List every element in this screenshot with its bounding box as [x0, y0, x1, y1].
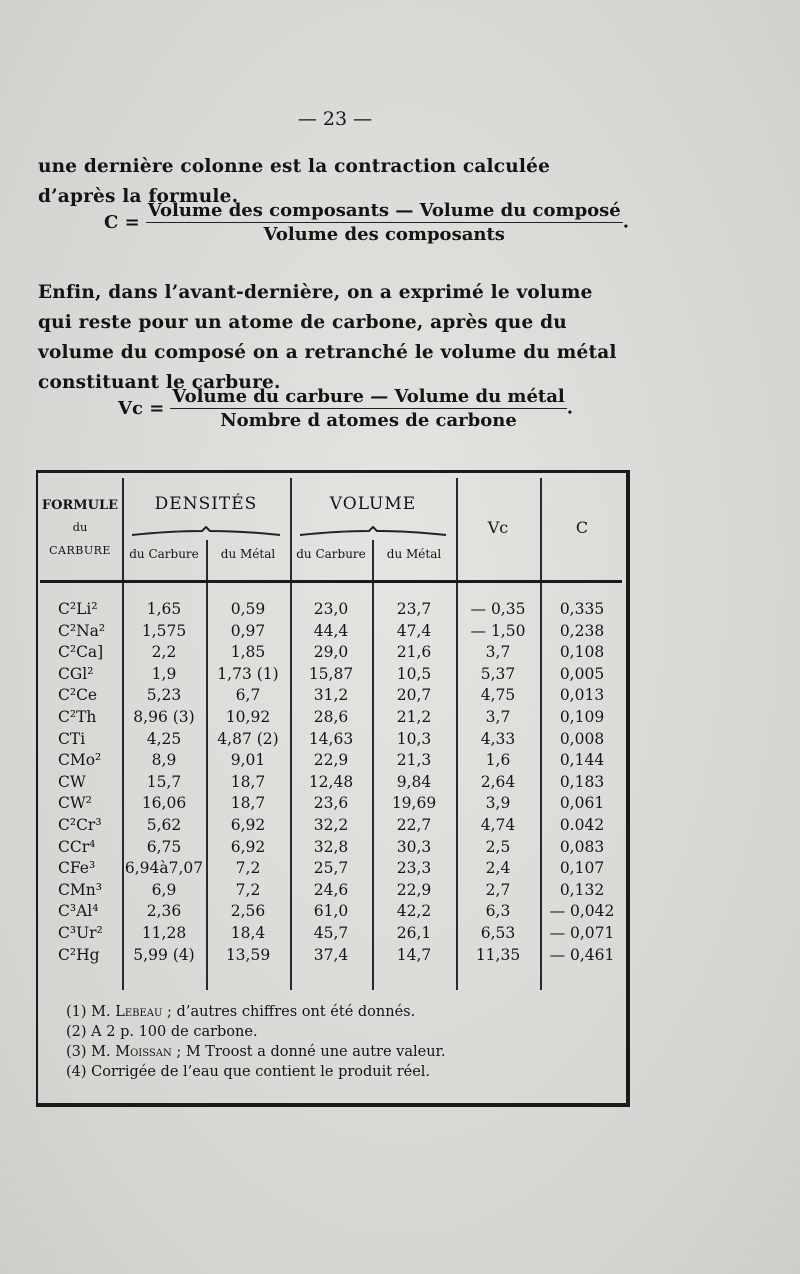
header-volume-metal: du Métal	[386, 547, 442, 561]
cell-volume-metal: 10,3	[396, 729, 432, 748]
cell-volume-carbure: 12,48	[308, 772, 354, 791]
cell-vc: 1,6	[485, 751, 511, 770]
paragraph-2: Enfin, dans l’avant-dernière, on a exprimé le volume qui reste pour un atome de carbone, après que du volume du composé on a retranché le volume du métal constituant le carbure.	[38, 282, 617, 393]
header-volume-carbure: du Carbure	[296, 547, 366, 561]
cell-volume-metal: 19,69	[391, 794, 437, 813]
header-formule: FORMULE	[41, 498, 119, 513]
cell-c: 0,109	[559, 708, 605, 726]
header-vc: Vc	[487, 518, 509, 537]
cell-densite-carbure: 1,575	[141, 621, 187, 640]
cell-volume-carbure: 32,2	[313, 816, 349, 834]
formula-denominator: Nombre d atomes de carbone	[220, 410, 517, 431]
cell-volume-metal: 22,7	[396, 816, 432, 834]
cell-densite-carbure: 11,28	[141, 924, 187, 942]
cell-volume-metal: 20,7	[396, 686, 432, 705]
cell-vc: 6,53	[480, 924, 516, 942]
cell-volume-metal: 30,3	[396, 837, 432, 856]
cell-formule: C²Na²	[58, 621, 106, 640]
cell-formule: CCr⁴	[58, 837, 96, 856]
cell-c: 0,013	[559, 686, 605, 705]
cell-c: 0,144	[559, 751, 605, 770]
cell-densite-carbure: 16,06	[141, 794, 187, 813]
cell-densite-carbure: 5,23	[146, 686, 182, 705]
cell-densite-metal: 6,92	[230, 816, 266, 834]
cell-densite-carbure: 15,7	[146, 772, 182, 791]
cell-volume-metal: 21,3	[396, 751, 432, 770]
footnote: (1) M. Lebeau ; d’autres chiffres ont été donnés.	[66, 1004, 416, 1020]
header-c: C	[575, 518, 589, 537]
cell-volume-carbure: 32,8	[313, 837, 349, 856]
cell-formule: C²Ca]	[58, 643, 104, 662]
cell-densite-metal: 1,73 (1)	[217, 664, 279, 683]
cell-vc: 4,74	[480, 816, 516, 834]
cell-vc: 4,33	[480, 729, 516, 748]
cell-formule: CMn³	[58, 880, 102, 899]
cell-volume-carbure: 44,4	[313, 621, 349, 640]
formula-contraction	[104, 200, 629, 245]
cell-densite-carbure: 1,65	[146, 600, 182, 618]
cell-volume-carbure: 25,7	[313, 859, 349, 878]
formula-numerator: Volume des composants — Volume du composé	[147, 200, 621, 221]
cell-densite-metal: 0,59	[230, 600, 266, 618]
cell-c: 0,132	[559, 880, 605, 899]
cell-densite-carbure: 4,25	[146, 729, 182, 748]
cell-formule: CW	[58, 772, 86, 791]
formula-lhs: C =	[104, 212, 140, 233]
header-densite-metal: du Métal	[220, 547, 276, 561]
cell-vc: 2,5	[485, 837, 511, 856]
cell-c: 0,335	[559, 600, 605, 618]
cell-volume-metal: 9,84	[396, 772, 432, 791]
cell-densite-metal: 0,97	[230, 621, 266, 640]
cell-densite-metal: 1,85	[230, 643, 266, 662]
cell-formule: C²Ce	[58, 686, 98, 705]
header-du: du	[72, 520, 88, 534]
cell-c: 0,108	[559, 643, 605, 662]
cell-vc: 3,7	[485, 643, 511, 662]
header-densites: DENSITÉS	[154, 494, 258, 514]
cell-c: — 0,042	[549, 902, 615, 921]
cell-volume-metal: 22,9	[396, 880, 432, 899]
cell-c: — 0,071	[549, 924, 615, 942]
footnotes	[66, 1002, 446, 1082]
cell-volume-metal: 26,1	[396, 924, 432, 942]
footnote: (4) Corrigée de l’eau que contient le produit réel.	[66, 1064, 431, 1080]
formula-lhs: Vc =	[118, 398, 165, 419]
cell-densite-carbure: 8,96 (3)	[133, 708, 195, 726]
formula-end: .	[622, 211, 630, 233]
cell-vc: — 1,50	[470, 621, 526, 640]
cell-vc: 5,37	[480, 664, 516, 683]
cell-densite-metal: 7,2	[235, 880, 261, 899]
cell-densite-carbure: 2,36	[146, 902, 182, 921]
cell-densite-carbure: 6,94à7,07	[124, 859, 204, 878]
brace-volume	[298, 526, 448, 538]
cell-formule: C²Li²	[58, 600, 98, 618]
cell-volume-metal: 21,2	[396, 708, 432, 726]
cell-c: — 0,461	[549, 945, 615, 964]
cell-densite-metal: 2,56	[230, 902, 266, 921]
cell-vc: — 0,35	[470, 600, 526, 618]
cell-formule: CTi	[58, 729, 86, 748]
cell-vc: 3,9	[485, 794, 511, 813]
brace-densites	[130, 526, 282, 538]
cell-volume-metal: 23,7	[396, 600, 432, 618]
cell-vc: 2,4	[485, 859, 511, 878]
cell-volume-carbure: 37,4	[313, 945, 349, 964]
cell-volume-carbure: 29,0	[313, 643, 349, 662]
cell-densite-carbure: 8,9	[151, 751, 177, 770]
cell-c: 0.042	[559, 816, 605, 834]
cell-densite-carbure: 5,62	[146, 816, 182, 834]
cell-vc: 3,7	[485, 708, 511, 726]
cell-formule: CGl²	[58, 664, 94, 683]
formula-end: .	[566, 397, 574, 419]
cell-formule: CW²	[58, 794, 93, 813]
cell-formule: CFe³	[58, 859, 96, 878]
page-number: — 23 —	[297, 108, 373, 130]
cell-formule: C²Cr³	[58, 816, 102, 834]
header-rule	[40, 580, 622, 583]
cell-c: 0,005	[559, 664, 605, 683]
header-carbure: CARBURE	[49, 544, 111, 557]
cell-densite-metal: 18,7	[230, 794, 266, 813]
cell-volume-carbure: 23,6	[313, 794, 349, 813]
cell-volume-metal: 42,2	[396, 902, 432, 921]
cell-volume-carbure: 22,9	[313, 751, 349, 770]
cell-volume-metal: 47,4	[396, 621, 432, 640]
cell-volume-carbure: 28,6	[313, 708, 349, 726]
cell-densite-carbure: 6,75	[146, 837, 182, 856]
cell-densite-carbure: 6,9	[151, 880, 177, 899]
cell-densite-carbure: 1,9	[151, 664, 177, 683]
cell-vc: 2,64	[480, 772, 516, 791]
intro-paragraph: une dernière colonne est la contraction calculée d’après la formule.	[38, 156, 551, 207]
cell-volume-carbure: 31,2	[313, 686, 349, 705]
cell-vc: 2,7	[485, 880, 511, 899]
cell-densite-carbure: 2,2	[151, 643, 177, 662]
cell-volume-carbure: 45,7	[313, 924, 349, 942]
cell-volume-carbure: 15,87	[308, 664, 354, 683]
cell-volume-metal: 23,3	[396, 859, 432, 878]
cell-volume-metal: 21,6	[396, 643, 432, 662]
cell-c: 0,183	[559, 772, 605, 791]
cell-densite-metal: 7,2	[235, 859, 261, 878]
cell-c: 0,008	[559, 729, 605, 748]
cell-c: 0,083	[559, 837, 605, 856]
cell-c: 0,061	[559, 794, 605, 813]
cell-formule: C²Hg	[58, 945, 100, 964]
cell-densite-carbure: 5,99 (4)	[133, 945, 195, 964]
cell-volume-metal: 14,7	[396, 945, 432, 964]
cell-densite-metal: 6,92	[230, 837, 266, 856]
cell-densite-metal: 9,01	[230, 751, 266, 770]
formula-denominator: Volume des composants	[263, 224, 505, 245]
cell-volume-metal: 10,5	[396, 664, 432, 683]
formula-vc	[118, 386, 573, 431]
cell-densite-metal: 18,7	[230, 772, 266, 791]
cell-c: 0,107	[559, 859, 605, 878]
cell-c: 0,238	[559, 621, 605, 640]
cell-vc: 6,3	[485, 902, 511, 921]
header-densite-carbure: du Carbure	[129, 547, 199, 561]
cell-vc: 4,75	[480, 686, 516, 705]
formula-numerator: Volume du carbure — Volume du métal	[172, 386, 565, 407]
cell-densite-metal: 10,92	[225, 708, 271, 726]
header-volume: VOLUME	[329, 494, 417, 514]
cell-densite-metal: 13,59	[225, 945, 271, 964]
cell-formule: C³Ur²	[58, 924, 103, 942]
cell-vc: 11,35	[475, 945, 521, 964]
footnote: (2) A 2 p. 100 de carbone.	[66, 1024, 258, 1040]
cell-volume-carbure: 14,63	[308, 729, 354, 748]
cell-densite-metal: 4,87 (2)	[217, 729, 279, 748]
cell-volume-carbure: 23,0	[313, 600, 349, 618]
cell-formule: CMo²	[58, 751, 102, 770]
cell-volume-carbure: 24,6	[313, 880, 349, 899]
cell-densite-metal: 18,4	[230, 924, 266, 942]
footnote: (3) M. Moissan ; M Troost a donné une autre valeur.	[66, 1044, 446, 1060]
cell-volume-carbure: 61,0	[313, 902, 349, 921]
cell-formule: C³Al⁴	[58, 902, 99, 921]
cell-densite-metal: 6,7	[235, 686, 261, 705]
cell-formule: C²Th	[58, 708, 97, 726]
